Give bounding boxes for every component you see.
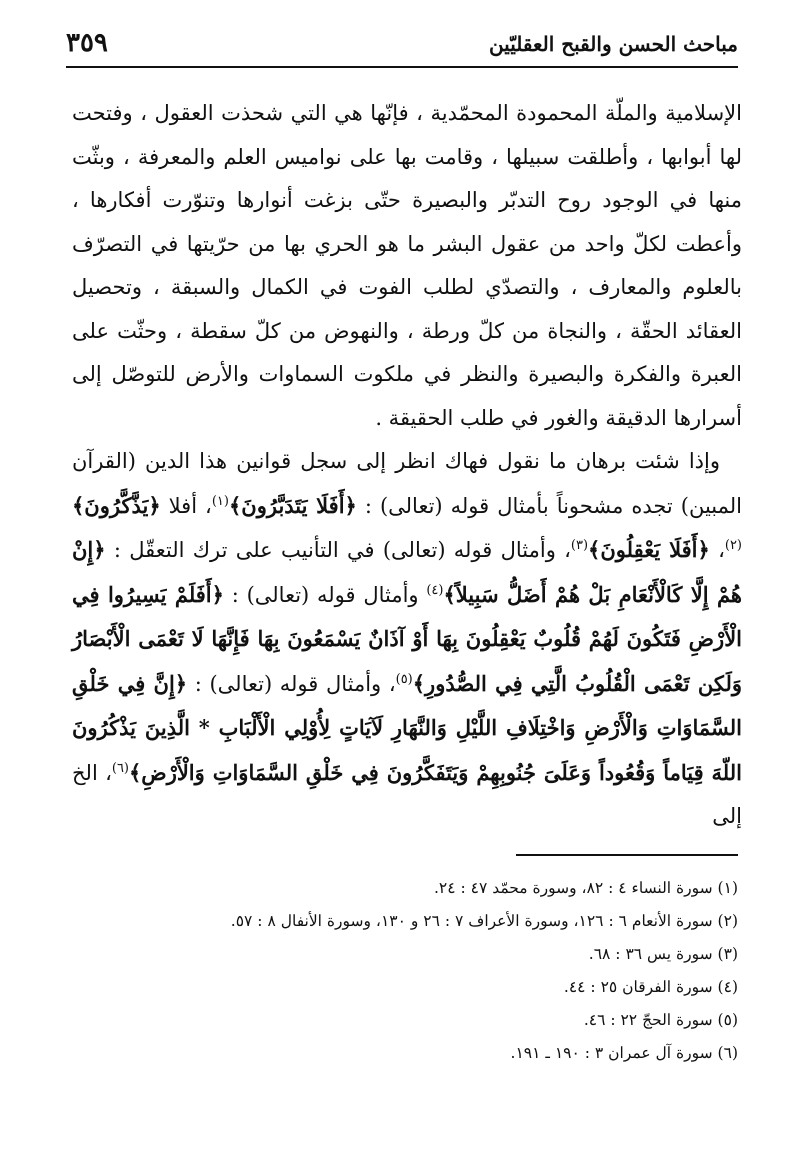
text-segment: ، bbox=[709, 538, 725, 562]
footnote-ref: (٢) bbox=[724, 538, 742, 553]
footnote-item: (٤) سورة الفرقان ٢٥ : ٤٤. bbox=[563, 978, 738, 996]
footnote-item: (٦) سورة آل عمران ٣ : ١٩٠ ـ ١٩١. bbox=[510, 1044, 738, 1062]
footnote-item: (٢) سورة الأنعام ٦ : ١٢٦، وسورة الأعراف ٧ : ٢٦ و ١٣٠، وسورة الأنفال ٨ : ٥٧. bbox=[230, 912, 738, 930]
footnote-ref: (١) bbox=[211, 493, 229, 509]
page-number: ٣٥٩ bbox=[66, 28, 108, 58]
footnote-divider bbox=[516, 854, 738, 856]
text-segment: ، وأمثال قوله (تعالى) في التأنيب على ترك التعقّل : bbox=[105, 538, 571, 562]
footnote-ref: (٦) bbox=[111, 760, 129, 776]
footnote-item: (٥) سورة الحجّ ٢٢ : ٤٦. bbox=[583, 1011, 738, 1029]
quran-verse: ﴿إِنْ هُمْ إِلَّا كَالْأَنْعَامِ بَلْ هُمْ أَضَلُّ سَبِيلاً﴾ bbox=[72, 537, 743, 607]
text-segment: ، الخ إلى bbox=[72, 760, 742, 828]
footnote-item: (٣) سورة يس ٣٦ : ٦٨. bbox=[588, 945, 738, 963]
footnote-item: (١) سورة النساء ٤ : ٨٢، وسورة محمّد ٤٧ : ٢٤. bbox=[433, 879, 738, 897]
text-segment: ، وأمثال قوله (تعالى) : bbox=[187, 671, 396, 696]
quran-verse: ﴿أَفَلَمْ يَسِيرُوا فِي الْأَرْضِ فَتَكُونَ لَهُمْ قُلُوبٌ يَعْقِلُونَ بِهَا أَوْ آذَانٌ يَسْمَعُونَ بِهَا فَإِنَّهَا لَا تَعْمَى الْأَبْصَارُ وَلَكِن تَعْمَى الْقُلُوبُ الَّتِي فِي الصُّدُورِ﴾ bbox=[72, 581, 742, 696]
footnotes-list bbox=[72, 872, 738, 1070]
main-text bbox=[72, 92, 742, 839]
footnote-ref: (٤) bbox=[426, 582, 444, 598]
text-segment: وإذا شئت برهان ما نقول فهاك انظر إلى سجل قوانين هذا الدين (القرآن المبين) تجده مشحوناً بأمثال قوله (تعالى) : bbox=[72, 449, 742, 518]
quran-verse: ﴿يَذَّكَّرُونَ﴾ bbox=[72, 492, 161, 518]
running-title: مباحث الحسن والقبح العقليّين bbox=[488, 32, 738, 56]
paragraph-1: الإسلامية والملّة المحمودة المحمّدية ، فإنّها هي التي شحذت العقول ، وفتحت لها أبوابها ، وأطلقت سبيلها ، وقامت بها على نواميس العلم والمعرفة ، وبثّت منها في الوجود روح التدبّر والبصيرة حتّى بزغت أنوارها وتنوّرت أفكارها ، وأعطت لكلّ واحد من عقول البشر ما هو الحري بها من حرّيتها في التصرّف بالعلوم والمعارف ، والتصدّي لطلب الفوت في الكمال والسبقة ، وتحصيل العقائد الحقّة ، والنجاة من كلّ ورطة ، والنهوض من كلّ سقطة ، وحثّت على العبرة والفكرة والبصيرة والنظر في ملكوت السماوات والأرض للتوصّل إلى أسرارها الدقيقة والغور في طلب الحقيقة . bbox=[72, 101, 742, 430]
quran-verse: ﴿أَفَلَا يَتَدَبَّرُونَ﴾ bbox=[228, 492, 357, 518]
quran-verse: ﴿إِنَّ فِي خَلْقِ السَّمَاوَاتِ وَالْأَرْضِ وَاخْتِلَافِ اللَّيْلِ وَالنَّهَارِ لَآيَاتٍ لِأُوْلِي الْأَلْبَابِ * الَّذِينَ يَذْكُرُونَ اللّهَ قِيَاماً وَقُعُوداً وَعَلَىَ جُنُوبِهِمْ وَيَتَفَكَّرُونَ فِي خَلْقِ السَّمَاوَاتِ وَالْأَرْضِ﴾ bbox=[72, 670, 742, 785]
text-segment: ، أفلا bbox=[160, 493, 212, 518]
footnote-ref: (٣) bbox=[570, 538, 589, 553]
footnote-ref: (٥) bbox=[395, 671, 413, 687]
quran-verse: ﴿أَفَلَا يَعْقِلُونَ﴾ bbox=[588, 537, 710, 562]
paragraph-2 bbox=[72, 440, 742, 839]
text-segment: وأمثال قوله (تعالى) : bbox=[223, 582, 427, 607]
header-divider bbox=[66, 66, 738, 68]
page-header bbox=[66, 28, 738, 64]
